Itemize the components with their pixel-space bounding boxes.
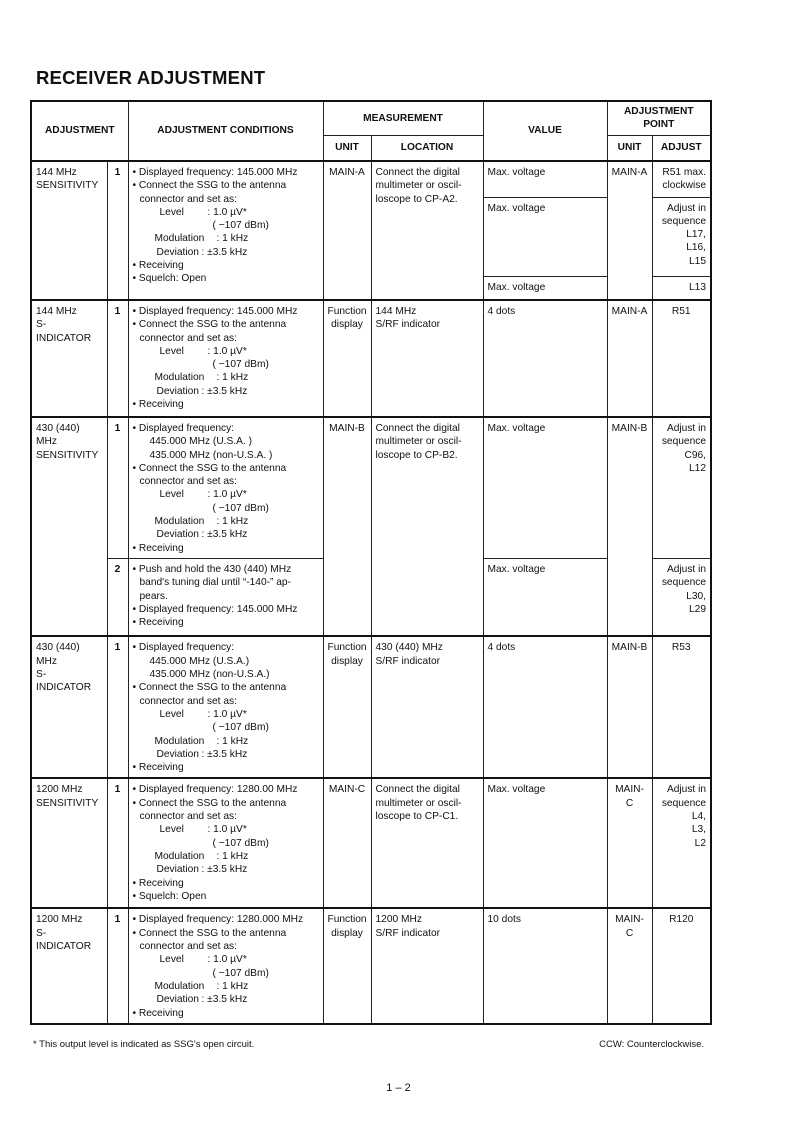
measurement-unit: MAIN-B (323, 417, 371, 636)
footnote: * This output level is indicated as SSG's open circuit. (33, 1039, 255, 1050)
measurement-location: Connect the digital multimeter or oscil- loscope to CP-A2. (371, 161, 483, 300)
table-row (31, 300, 711, 417)
point-unit: MAIN-A (607, 300, 652, 417)
conditions: • Push and hold the 430 (440) MHz band's tuning dial until “-140-” ap- pears. • Displayed frequency: 145.000 MHz • Receiving (128, 558, 323, 636)
value: Max. voltage (483, 778, 607, 908)
measurement-unit: Function display (323, 908, 371, 1023)
table-row (31, 161, 711, 197)
point-adjust: R53 (652, 636, 711, 778)
value: Max. voltage (483, 276, 607, 300)
conditions: • Displayed frequency: 145.000 MHz • Connect the SSG to the antenna connector and set as: Level : 1.0 µV* ( −107 dBm) Modulation : 1 kHz Deviation : ±3.5 kHz • Receiving (128, 300, 323, 417)
step-number: 1 (107, 636, 128, 778)
adjustment-name: 144 MHz S- INDICATOR (31, 300, 107, 417)
conditions: • Displayed frequency: 145.000 MHz • Connect the SSG to the antenna connector and set as: Level : 1.0 µV* ( −107 dBm) Modulation : 1 kHz Deviation : ±3.5 kHz • Receiving • Squelch: Open (128, 161, 323, 300)
measurement-unit: MAIN-C (323, 778, 371, 908)
measurement-unit: MAIN-A (323, 161, 371, 300)
header-point-unit: UNIT (607, 135, 652, 161)
header-value: VALUE (483, 101, 607, 161)
adjustment-name: 144 MHz SENSITIVITY (31, 161, 107, 300)
header-conditions: ADJUSTMENT CONDITIONS (128, 101, 323, 161)
table-row (31, 636, 711, 778)
measurement-unit: Function display (323, 636, 371, 778)
measurement-location: 144 MHz S/RF indicator (371, 300, 483, 417)
value: Max. voltage (483, 161, 607, 197)
header-row (31, 101, 711, 135)
value: 4 dots (483, 300, 607, 417)
point-adjust: R51 max. clockwise (652, 161, 711, 197)
page-number: 1 – 2 (386, 1082, 411, 1094)
header-unit: UNIT (323, 135, 371, 161)
value: 4 dots (483, 636, 607, 778)
page-title: RECEIVER ADJUSTMENT (36, 67, 266, 88)
step-number: 1 (107, 300, 128, 417)
adjustment-name: 430 (440) MHz SENSITIVITY (31, 417, 107, 636)
step-number: 2 (107, 558, 128, 636)
conditions: • Displayed frequency: 1280.000 MHz • Connect the SSG to the antenna connector and set as: Level : 1.0 µV* ( −107 dBm) Modulation : 1 kHz Deviation : ±3.5 kHz • Receiving (128, 908, 323, 1023)
step-number: 1 (107, 908, 128, 1023)
measurement-location: 1200 MHz S/RF indicator (371, 908, 483, 1023)
table-row (31, 778, 711, 908)
measurement-unit: Function display (323, 300, 371, 417)
point-unit: MAIN-C (607, 778, 652, 908)
point-adjust: R51 (652, 300, 711, 417)
step-number: 1 (107, 417, 128, 558)
header-measurement: MEASUREMENT (323, 101, 483, 135)
point-adjust: Adjust in sequence L17, L16, L15 (652, 197, 711, 276)
value: Max. voltage (483, 558, 607, 636)
point-unit: MAIN-B (607, 417, 652, 636)
step-number: 1 (107, 161, 128, 300)
measurement-location: Connect the digital multimeter or oscil- loscope to CP-C1. (371, 778, 483, 908)
adjustment-name: 430 (440) MHz S- INDICATOR (31, 636, 107, 778)
point-unit: MAIN-A (607, 161, 652, 300)
point-adjust: Adjust in sequence L4, L3, L2 (652, 778, 711, 908)
point-adjust: L13 (652, 276, 711, 300)
conditions: • Displayed frequency: 1280.00 MHz • Connect the SSG to the antenna connector and set as: Level : 1.0 µV* ( −107 dBm) Modulation : 1 kHz Deviation : ±3.5 kHz • Receiving • Squelch: Open (128, 778, 323, 908)
ccw-note: CCW: Counterclockwise. (599, 1039, 704, 1050)
header-adjustment-point: ADJUSTMENT POINT (607, 101, 711, 135)
value: Max. voltage (483, 197, 607, 276)
adjustment-name: 1200 MHz S- INDICATOR (31, 908, 107, 1023)
point-unit: MAIN-B (607, 636, 652, 778)
point-unit: MAIN-C (607, 908, 652, 1023)
point-adjust: R120 (652, 908, 711, 1023)
table-row (31, 908, 711, 1023)
point-adjust: Adjust in sequence C96, L12 (652, 417, 711, 558)
header-adjustment: ADJUSTMENT (31, 101, 128, 161)
measurement-location: 430 (440) MHz S/RF indicator (371, 636, 483, 778)
conditions: • Displayed frequency: 445.000 MHz (U.S.A. ) 435.000 MHz (non-U.S.A. ) • Connect the SSG to the antenna connector and set as: Level : 1.0 µV* ( −107 dBm) Modulation : 1 kHz Deviation : ±3.5 kHz • Receiving (128, 417, 323, 558)
header-location: LOCATION (371, 135, 483, 161)
value: Max. voltage (483, 417, 607, 558)
measurement-location: Connect the digital multimeter or oscil- loscope to CP-B2. (371, 417, 483, 636)
value: 10 dots (483, 908, 607, 1023)
point-adjust: Adjust in sequence L30, L29 (652, 558, 711, 636)
header-point-adjust: ADJUST (652, 135, 711, 161)
adjustment-name: 1200 MHz SENSITIVITY (31, 778, 107, 908)
step-number: 1 (107, 778, 128, 908)
conditions: • Displayed frequency: 445.000 MHz (U.S.A.) 435.000 MHz (non-U.S.A.) • Connect the SSG to the antenna connector and set as: Level : 1.0 µV* ( −107 dBm) Modulation : 1 kHz Deviation : ±3.5 kHz • Receiving (128, 636, 323, 778)
table-row (31, 417, 711, 558)
receiver-adjustment-table (30, 100, 712, 1025)
